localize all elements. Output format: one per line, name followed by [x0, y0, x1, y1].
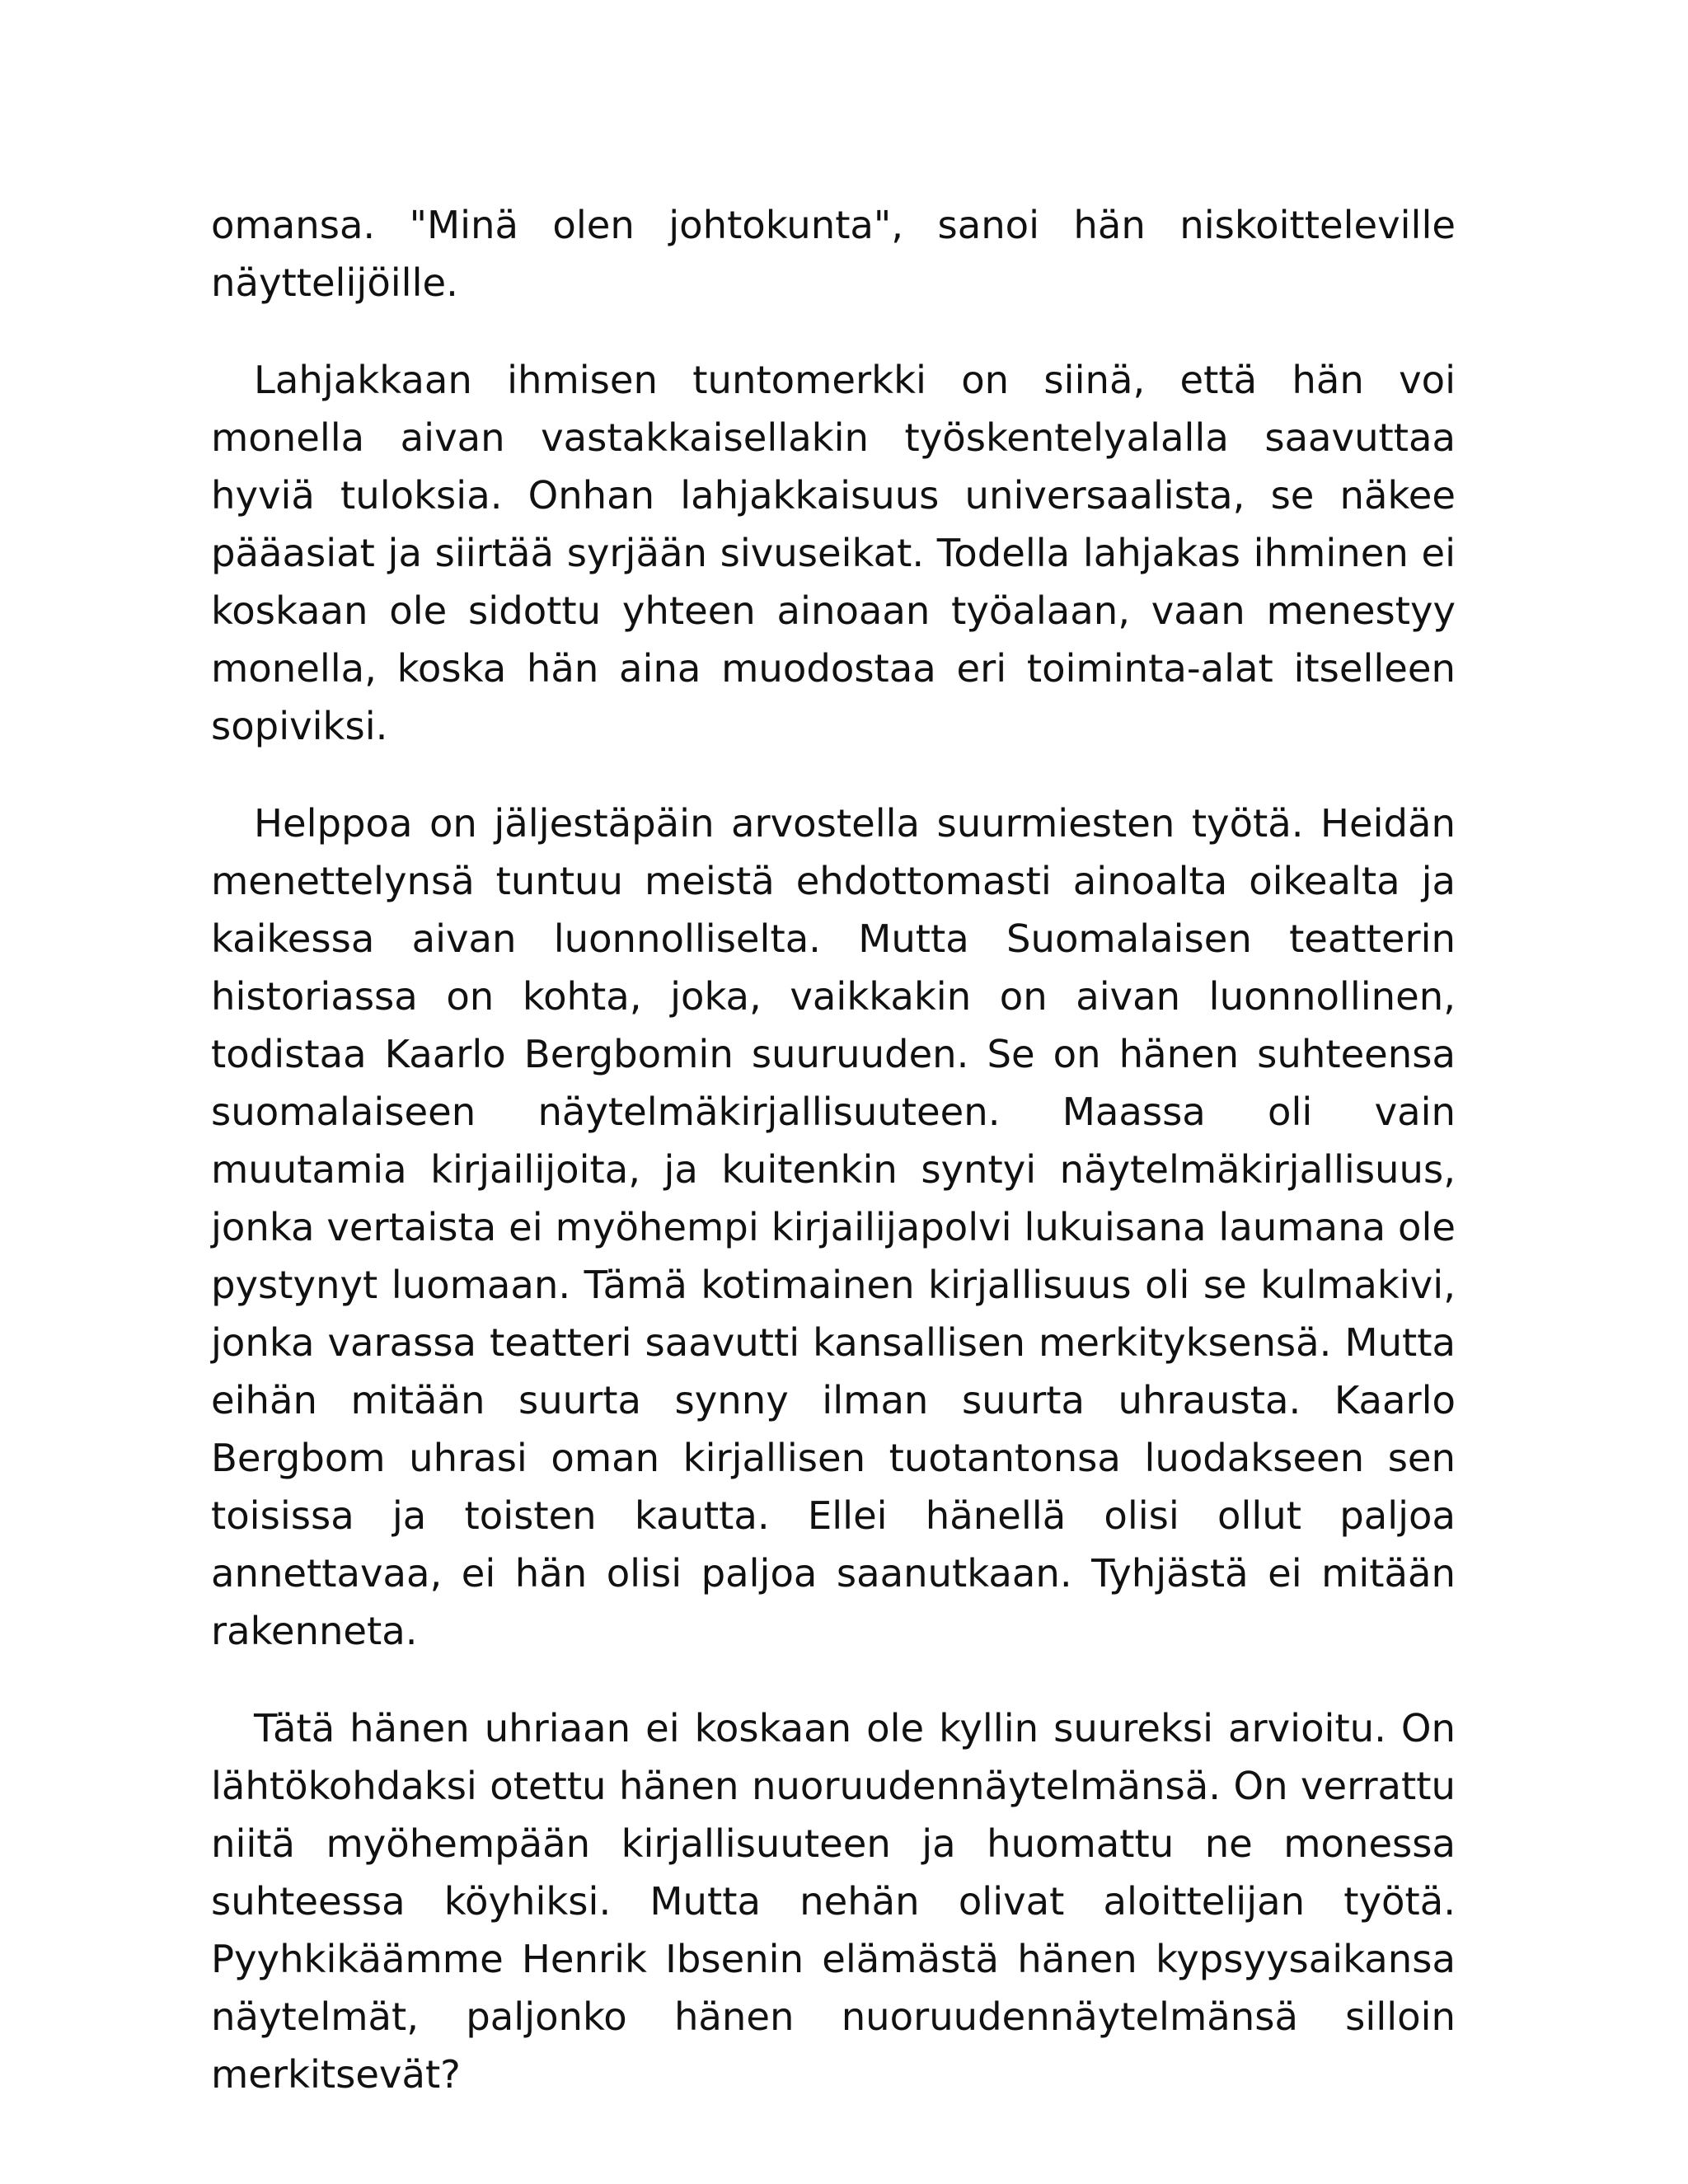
paragraph-sacrifice: Tätä hänen uhriaan ei koskaan ole kyllin suureksi arvioitu. On lähtökohdaksi otettu hänen nuoruudennäytelmänsä. On verrattu niitä myöhempään kirjallisuuteen ja huomattu ne monessa suhteessa köyhiksi. Mutta nehän olivat aloittelijan työtä. Pyyhkikäämme Henrik Ibsenin elämästä hänen kypsyysaikansa näytelmät, paljonko hänen nuoruudennäytelmänsä silloin merkitsevät?: [211, 1706, 1456, 2097]
paragraph-continuation: omansa. "Minä olen johtokunta", sanoi hän niskoitteleville näyttelijöille.: [211, 203, 1456, 305]
paragraph-talent: Lahjakkaan ihmisen tuntomerkki on siinä, että hän voi monella aivan vastakkaisellakin työskentelyalalla saavuttaa hyviä tuloksia. Onhan lahjakkaisuus universaalista, se näkee pääasiat ja siirtää syrjään sivuseikat. Todella lahjakas ihminen ei koskaan ole sidottu yhteen ainoaan työalaan, vaan menestyy monella, koska hän aina muodostaa eri toiminta-alat itselleen sopiviksi.: [211, 358, 1456, 748]
paragraph-bergbom-greatness: Helppoa on jäljestäpäin arvostella suurmiesten työtä. Heidän menettelynsä tuntuu meistä ehdottomasti ainoalta oikealta ja kaikessa aivan luonnolliselta. Mutta Suomalaisen teatterin historiassa on kohta, joka, vaikkakin on aivan luonnollinen, todistaa Kaarlo Bergbomin suuruuden. Se on hänen suhteensa suomalaiseen näytelmäkirjallisuuteen. Maassa oli vain muutamia kirjailijoita, ja kuitenkin syntyi näytelmäkirjallisuus, jonka vertaista ei myöhempi kirjailijapolvi lukuisana laumana ole pystynyt luomaan. Tämä kotimainen kirjallisuus oli se kulmakivi, jonka varassa teatteri saavutti kansallisen merkityksensä. Mutta eihän mitään suurta synny ilman suurta uhrausta. Kaarlo Bergbom uhrasi oman kirjallisen tuotantonsa luodakseen sen toisissa ja toisten kautta. Ellei hänellä olisi ollut paljoa annettavaa, ei hän olisi paljoa saanutkaan. Tyhjästä ei mitään rakenneta.: [211, 801, 1456, 1653]
body-text: [211, 196, 1456, 2143]
